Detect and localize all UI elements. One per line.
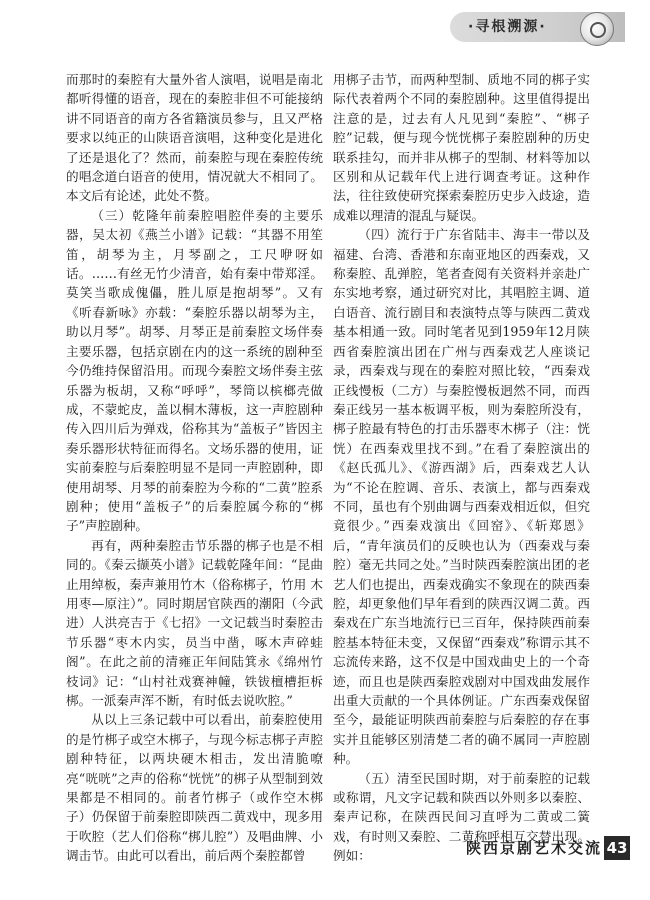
paragraph: 用梆子击节，而两种型制、质地不同的梆子实际代表着两个不同的秦腔剧种。这里值得提出注意的是，过去有人凡见到“秦腔”、“梆子腔”记载，便与现今恍恍梆子秦腔剧种的历史联系挂勾，而并非从梆子的型制、材料等加以区别和从记载年代上进行调查考证。这种作法，往往致使研究探索秦腔历史步入歧途，造成难以理清的混乱与疑误。 [333,72,590,223]
page-number: 43 [604,836,630,860]
paragraph: （五）清至民国时期，对于前秦腔的记载或称谓，凡文字记载和陕西以外则多以秦腔、秦声记称，在陕西民间习直呼为二黄或二簧戏，有时则又秦腔、二黄称呼相互交替出现。例如： [333,770,590,864]
section-tag: ·寻根溯源· [468,19,547,35]
paragraph: 从以上三条记载中可以看出，前秦腔使用的是竹梆子或空木梆子，与现今标志梆子声腔剧种特征，以两块硬木相击，发出清脆嘹亮“咣咣”之声的俗称“恍恍”的梆子从型制到效果都是不相同的。前者竹梆子（或作空木梆子）仍保留于前秦腔即陕西二黄戏中，现多用于吹腔（艺人们俗称“梆儿腔”）及唱曲牌、小调击节。由此可以看出，前后两个秦腔都曾 [66,712,323,864]
paragraph: 而那时的秦腔有大量外省人演唱，说唱是南北都听得懂的语音，现在的秦腔非但不可能接纳讲不同语音的南方各省籍演员参与，且又严格要求以纯正的山陕语音演唱，这种变化是进化了还是退化了？然而，前秦腔与现在秦腔传统的唱念道白语音的使用，情况就大不相同了。本文后有论述，此处不赘。 [66,72,323,204]
page-footer [420,836,630,860]
left-column [66,70,323,866]
right-column [333,70,590,866]
emblem-icon [580,12,614,46]
paragraph: （四）流行于广东省陆丰、海丰一带以及福建、台湾、香港和东南亚地区的西秦戏，又称秦腔、乱弹腔，笔者查阅有关资料并亲赴广东实地考察，通过研究对比，其唱腔主调、道白语音、流行剧目和表演特点等与陕西二黄戏基本相通一致。同时笔者见到1959年12月陕西省秦腔演出团在广州与西秦戏艺人座谈记录，西秦戏与现在的秦腔对照比较，“西秦戏正线慢板（二方）与秦腔慢板迥然不同，而西秦正线另一基本板调平板，则为秦腔所没有，梆子腔最有特色的打击乐器枣木梆子（注：恍恍）在西秦戏里找不到。”在看了秦腔演出的《赵氏孤儿》、《游西湖》后，西秦戏艺人认为“不论在腔调、音乐、表演上，都与西秦戏不同，虽也有个别曲调与西秦戏相近似，但究竟很少。”西秦戏演出《回窑》、《斩郑恩》后，“青年演员们的反映也认为（西秦戏与秦腔）毫无共同之处。”当时陕西秦腔演出团的老艺人们也提出，西秦戏确实不象现在的陕西秦腔，却更象他们早年看到的陕西汉调二黄。西秦戏在广东当地流行已三百年，保持陕西前秦腔基本特征未变，又保留“西秦戏”称谓示其不忘流传来路，这不仅是中国戏曲史上的一个奇迹，而且也是陕西秦腔戏剧对中国戏曲发展作出重大贡献的一个具体例证。广东西秦戏保留至今，最能证明陕西前秦腔与后秦腔的存在事实并且能够区别清楚二者的确不属同一声腔剧种。 [333,227,590,767]
journal-name: 陕西京剧艺术交流 [465,839,602,857]
page-header [0,0,650,56]
paragraph: （三）乾隆年前秦腔唱腔伴奏的主要乐器，吴太初《燕兰小谱》记载：“其器不用笙笛，胡琴为主，月琴副之，工尺咿呀如话。……有丝无竹少清音，始有秦中带郑淫。莫笑当歌成傀儡，胜儿原是抱胡琴”。又有《听春新咏》亦载：“秦腔乐器以胡琴为主，助以月琴”。胡琴、月琴正是前秦腔文场伴奏主要乐器，包括京剧在内的这一系统的剧种至今仍维持保留沿用。而现今秦腔文场伴奏主弦乐器为板胡，又称“呼呼”，琴筒以槟榔壳做成，不蒙蛇皮，盖以桐木薄板，这一声腔剧种传入四川后为弹戏，俗称其为“盖板子”皆因主奏乐器形状特征而得名。文场乐器的使用，证实前秦腔与后秦腔明显不是同一声腔剧种，即使用胡琴、月琴的前秦腔为今称的“二黄”腔系剧种；使用“盖板子”的后秦腔属今称的“梆子”声腔剧种。 [66,207,323,534]
paragraph: 再有，两种秦腔击节乐器的梆子也是不相同的。《秦云撷英小谱》记载乾隆年间：“昆曲止用绰板，秦声兼用竹木（俗称梆子，竹用 木用枣—原注）”。同时期居官陕西的潮阳（今武进）人洪亮吉于《七招》一文记载当时秦腔击节乐器“枣木内实，员当中凿，啄木声碎蛙阁”。在此之前的清雍正年间陆箕永《绵州竹枝词》记：“山村社戏赛神幢，铁钹檀槽拒柝梆。一派秦声浑不断，有时低去说吹腔。” [66,537,323,708]
